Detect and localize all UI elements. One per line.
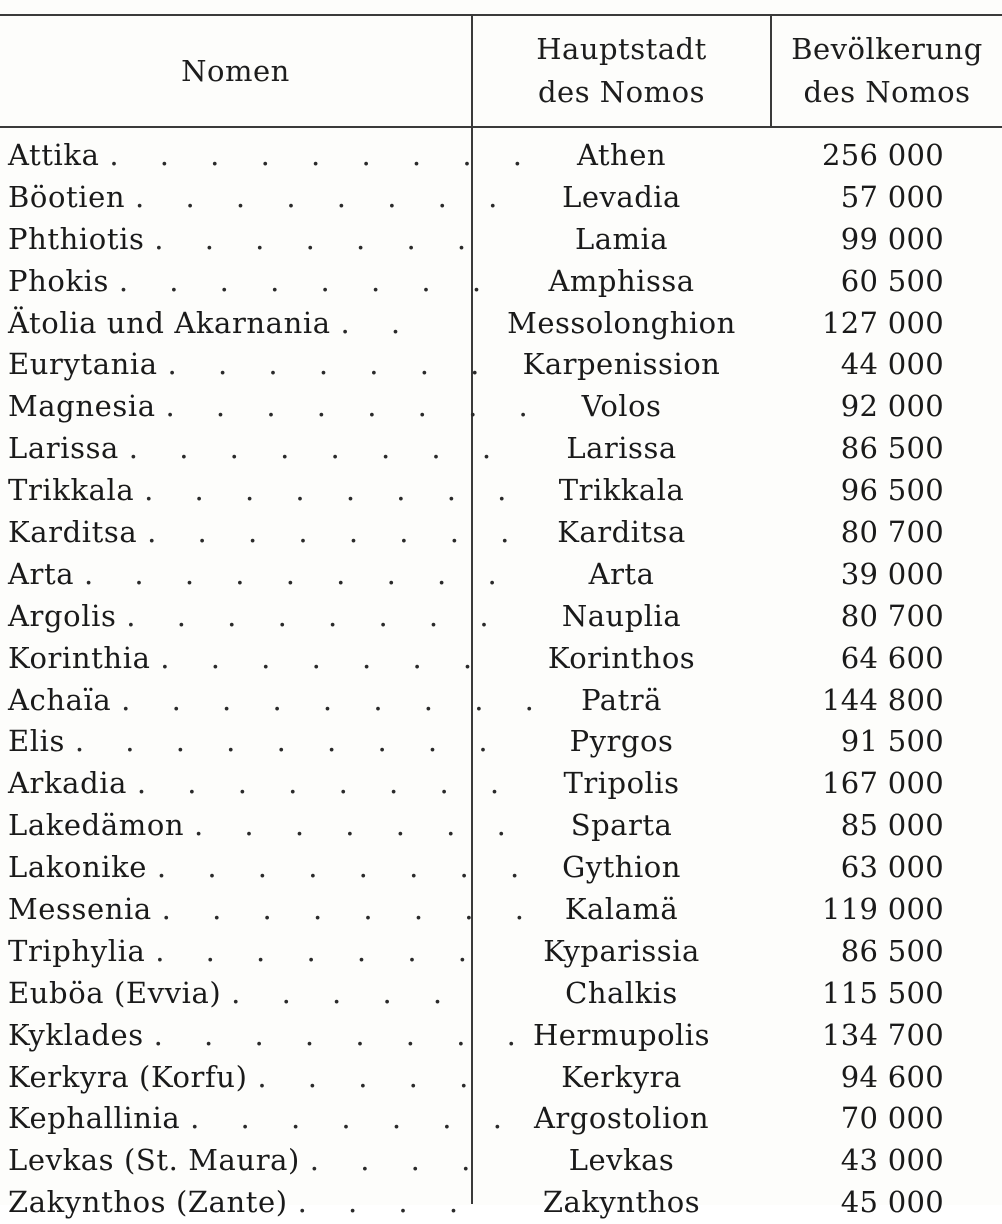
- nomos-name: Phokis: [8, 263, 109, 298]
- nomos-name: Magnesia: [8, 389, 156, 424]
- nomos-name: Lakonike: [8, 850, 148, 885]
- nomos-name-cell: [8, 1182, 475, 1224]
- nomos-name-cell: [8, 763, 516, 805]
- nomos-name-cell: [8, 512, 526, 554]
- capital-cell: Korinthos: [547, 640, 696, 675]
- table-row: [0, 428, 1002, 470]
- population-cell: 96 500: [840, 473, 944, 508]
- nomos-name-cell: [8, 638, 489, 680]
- nomos-name: Attika: [8, 138, 100, 172]
- leader-dots: . . . . . . .: [194, 808, 522, 843]
- capital-cell: Lamia: [574, 221, 669, 256]
- capital-cell: Amphissa: [548, 263, 695, 298]
- nomos-name-cell: [8, 386, 544, 428]
- leader-dots: . . . . . . . .: [118, 263, 498, 298]
- capital-cell: Athen: [576, 138, 667, 172]
- leader-dots: . . . . . . . .: [128, 431, 508, 466]
- leader-dots: . . . . .: [257, 1059, 485, 1094]
- table-row: [0, 973, 1002, 1015]
- leader-dots: . . . . . . . .: [156, 850, 536, 885]
- population-cell: 94 600: [840, 1059, 944, 1094]
- nomos-name-cell: [8, 680, 550, 722]
- nomos-name: Argolis: [8, 598, 117, 633]
- leader-dots: . . . . .: [231, 975, 459, 1010]
- capital-cell: Trikkala: [558, 473, 685, 508]
- nomos-name-cell: [8, 596, 505, 638]
- leader-dots: . . . . . . . .: [153, 1017, 532, 1052]
- table-row: [0, 1182, 1002, 1224]
- population-cell: 134 700: [821, 1017, 944, 1052]
- capital-cell: Larissa: [566, 431, 677, 466]
- population-cell: 115 500: [821, 975, 944, 1010]
- table-row: [0, 931, 1002, 973]
- table-row: [0, 1140, 1002, 1182]
- population-cell: 39 000: [840, 556, 944, 591]
- leader-dots: . . . . . . . .: [126, 598, 505, 633]
- leader-dots: . . . . . . . . .: [74, 724, 504, 759]
- nomos-name-cell: [8, 931, 484, 973]
- capital-cell: Chalkis: [565, 975, 678, 1010]
- nomos-name-cell: [8, 1015, 532, 1057]
- nomos-name: Triphylia: [8, 933, 146, 968]
- leader-dots: . . . . . . . . .: [121, 682, 550, 717]
- capital-cell: Paträ: [581, 682, 662, 717]
- leader-dots: . . . . . . .: [160, 640, 489, 675]
- population-cell: 85 000: [840, 808, 944, 843]
- table-row: [0, 847, 1002, 889]
- nomos-name: Ätolia und Akarnania: [8, 305, 331, 340]
- header-hauptstadt-line2: des Nomos: [537, 75, 705, 109]
- table-row: [0, 386, 1002, 428]
- population-cell: 92 000: [840, 389, 944, 424]
- nomos-name-cell: [8, 1057, 485, 1099]
- nomos-name: Trikkala: [8, 473, 135, 508]
- nomos-name: Elis: [8, 724, 66, 759]
- leader-dots: . . . .: [297, 1185, 475, 1220]
- leader-dots: . . . . . . . .: [147, 515, 526, 550]
- nomos-name-cell: [8, 889, 540, 931]
- population-cell: 91 500: [840, 724, 944, 759]
- nomos-name: Böotien: [8, 179, 126, 214]
- leader-dots: . . . . . . .: [155, 933, 484, 968]
- nomos-name-cell: [8, 428, 508, 470]
- nomos-name: Levkas (St. Maura): [8, 1143, 300, 1178]
- table-row: [0, 344, 1002, 386]
- capital-cell: Pyrgos: [569, 724, 674, 759]
- table-row: [0, 1057, 1002, 1099]
- capital-cell: Levadia: [562, 179, 681, 214]
- nomos-name-cell: [8, 303, 463, 345]
- header-bevoelkerung-line1: Bevölkerung: [791, 32, 983, 66]
- population-cell: 57 000: [840, 179, 944, 214]
- capital-cell: Karpenission: [522, 347, 721, 382]
- table-row: [0, 638, 1002, 680]
- nomos-name: Euböa (Evvia): [8, 975, 222, 1010]
- capital-cell: Kerkyra: [561, 1059, 682, 1094]
- nomos-name-cell: [8, 1098, 518, 1140]
- population-cell: 63 000: [840, 850, 944, 885]
- table-row: [0, 303, 1002, 345]
- population-cell: 80 700: [840, 515, 944, 550]
- nomos-name: Korinthia: [8, 640, 151, 675]
- header-nomen-label: Nomen: [181, 53, 290, 88]
- population-cell: 64 600: [840, 640, 944, 675]
- nomos-name-cell: [8, 470, 523, 512]
- leader-dots: . . . . . . . . .: [109, 138, 539, 172]
- leader-dots: . . . . . . . .: [144, 473, 523, 508]
- population-cell: 256 000: [821, 138, 944, 172]
- population-cell: 60 500: [840, 263, 944, 298]
- leader-dots: . . . . . . . .: [136, 766, 516, 801]
- table-row: [0, 596, 1002, 638]
- nomos-name-cell: [8, 135, 539, 177]
- capital-cell: Sparta: [570, 808, 673, 843]
- capital-cell: Volos: [581, 389, 662, 424]
- capital-cell: Messolonghion: [507, 305, 736, 340]
- capital-cell: Zakynthos: [542, 1185, 701, 1220]
- capital-cell: Gythion: [562, 850, 681, 885]
- nomos-name: Lakedämon: [8, 808, 185, 843]
- capital-cell: Kyparissia: [543, 933, 700, 968]
- nomos-name-cell: [8, 261, 498, 303]
- nomos-name-cell: [8, 1140, 487, 1182]
- population-cell: 86 500: [840, 933, 944, 968]
- nomos-name-cell: [8, 344, 496, 386]
- nomos-name-cell: [8, 973, 463, 1015]
- leader-dots: . . . .: [309, 1143, 487, 1178]
- population-cell: 99 000: [840, 221, 944, 256]
- nomos-name-cell: [8, 219, 483, 261]
- nomos-name-cell: [8, 721, 504, 763]
- nomos-name-cell: [8, 177, 514, 219]
- capital-cell: Kalamä: [564, 892, 679, 927]
- leader-dots: . . . . . . . .: [165, 389, 544, 424]
- table-row: [0, 680, 1002, 722]
- table-row: [0, 135, 1002, 177]
- table-row: [0, 889, 1002, 931]
- table-row: [0, 219, 1002, 261]
- table-row: [0, 763, 1002, 805]
- leader-dots: . .: [340, 305, 417, 340]
- table-row: [0, 721, 1002, 763]
- population-cell: 167 000: [821, 766, 944, 801]
- nomos-name-cell: [8, 847, 536, 889]
- population-cell: 44 000: [840, 347, 944, 382]
- population-cell: 80 700: [840, 598, 944, 633]
- table-row: [0, 512, 1002, 554]
- leader-dots: . . . . . . .: [167, 347, 496, 382]
- table-row: [0, 1015, 1002, 1057]
- capital-cell: Tripolis: [563, 766, 680, 801]
- leader-dots: . . . . . . .: [190, 1101, 518, 1136]
- table-row: [0, 470, 1002, 512]
- capital-cell: Argostolion: [533, 1101, 709, 1136]
- table-body: [0, 135, 1002, 1224]
- table-row: [0, 177, 1002, 219]
- table-row: [0, 261, 1002, 303]
- capital-cell: Karditsa: [557, 515, 686, 550]
- nomos-name: Kephallinia: [8, 1101, 181, 1136]
- table-row: [0, 1098, 1002, 1140]
- nomos-name-cell: [8, 805, 522, 847]
- nomos-name: Eurytania: [8, 347, 158, 382]
- nomos-name: Larissa: [8, 431, 119, 466]
- population-cell: 144 800: [821, 682, 944, 717]
- population-cell: 43 000: [840, 1143, 944, 1178]
- leader-dots: . . . . . . .: [154, 221, 483, 256]
- header-bottom-rule: [0, 126, 1002, 128]
- table-row: [0, 554, 1002, 596]
- capital-cell: Levkas: [568, 1143, 675, 1178]
- nomos-name: Karditsa: [8, 515, 138, 550]
- nomos-name: Phthiotis: [8, 221, 145, 256]
- header-bevoelkerung-line2: des Nomos: [803, 75, 971, 109]
- nomos-name: Messenia: [8, 892, 152, 927]
- header-hauptstadt-line1: Hauptstadt: [536, 32, 707, 66]
- nomos-name: Arkadia: [8, 766, 127, 801]
- population-cell: 70 000: [840, 1101, 944, 1136]
- leader-dots: . . . . . . . .: [135, 179, 514, 214]
- capital-cell: Hermupolis: [533, 1017, 710, 1052]
- population-cell: 45 000: [840, 1185, 944, 1220]
- capital-cell: Arta: [588, 556, 655, 591]
- nomos-name: Kyklades: [8, 1017, 144, 1052]
- capital-cell: Nauplia: [561, 598, 682, 633]
- nomos-name: Arta: [8, 556, 75, 591]
- header-bevoelkerung: [772, 16, 1002, 126]
- nomos-name: Achaïa: [8, 682, 112, 717]
- table-row: [0, 805, 1002, 847]
- nomos-name-cell: [8, 554, 513, 596]
- header-nomen: [0, 16, 471, 126]
- leader-dots: . . . . . . . .: [161, 892, 540, 927]
- population-cell: 86 500: [840, 431, 944, 466]
- header-hauptstadt: [473, 16, 770, 126]
- nomos-name: Zakynthos (Zante): [8, 1185, 288, 1220]
- nomos-name: Kerkyra (Korfu): [8, 1059, 248, 1094]
- leader-dots: . . . . . . . . .: [83, 556, 513, 591]
- population-cell: 119 000: [821, 892, 944, 927]
- population-cell: 127 000: [821, 305, 944, 340]
